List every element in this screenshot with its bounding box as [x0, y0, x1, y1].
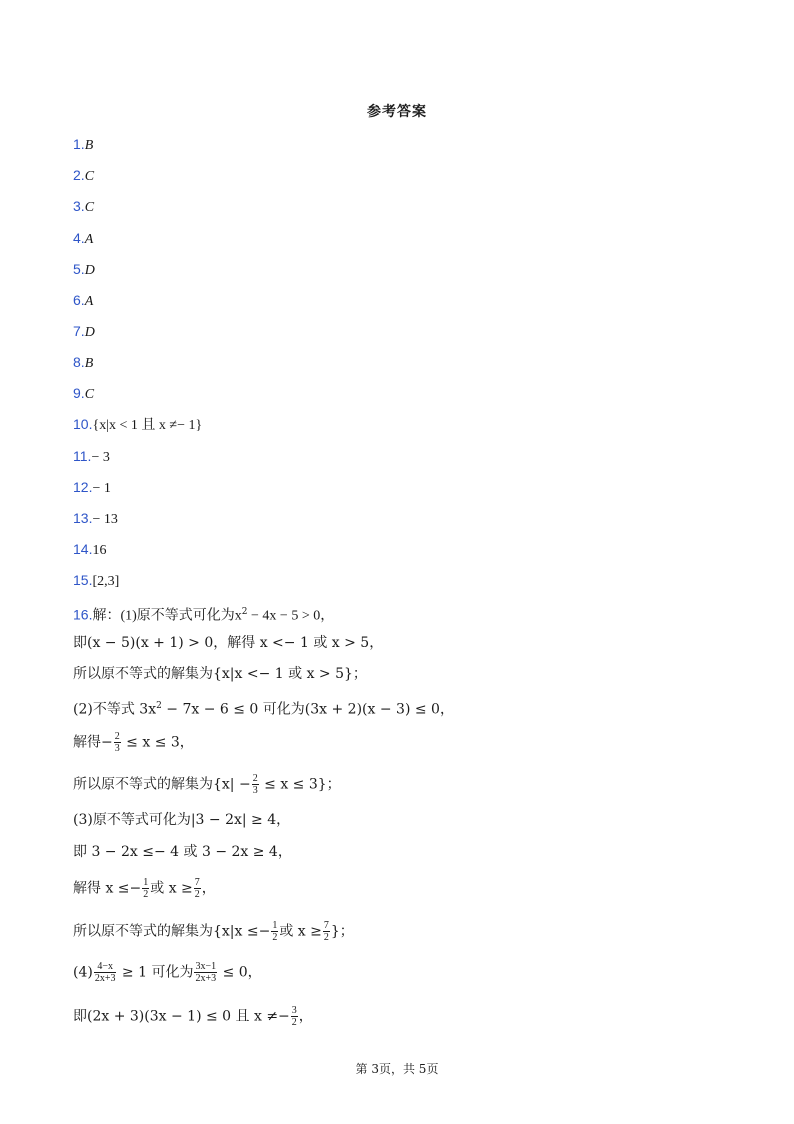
q16-line-4: (2)不等式 $3x^2 - 7x - 6 \le 0$ 可化为(3x + 2)(x − 3) ≤ 0，	[73, 701, 454, 718]
q16-line-6: 所以原不等式的解集为{x| − $\frac{2}{3}$ ≤ x ≤ 3}；	[73, 773, 341, 796]
answer-8: 8.B	[73, 354, 94, 371]
q16-line-9: 解得 x ≤− $\frac{1}{2}$ 或 x ≥ $\frac{7}{2}$ ，	[73, 877, 216, 900]
q16-line-12: 即(2x + 3)(3x − 1) ≤ 0 且 x ≠− $\frac{3}{2}$ ，	[73, 1005, 313, 1028]
answer-15: 15.[2,3]	[73, 572, 120, 589]
answer-7: 7.D	[73, 323, 95, 340]
answer-11: 11.− 3	[73, 448, 110, 465]
answer-13: 13.− 13	[73, 510, 118, 527]
q16-line-7: (3)原不等式可化为|3 − 2x| ≥ 4，	[73, 812, 291, 828]
fraction: $\frac{2}{3}$	[114, 731, 120, 754]
answer-6: 6.A	[73, 292, 94, 309]
answer-12: 12.− 1	[73, 479, 111, 496]
fraction: $\frac{1}{2}$	[272, 920, 278, 943]
fraction: $\frac{3}{2}$	[291, 1005, 297, 1028]
q16-line-3: 所以原不等式的解集为{x|x <− 1 或 x > 5}；	[73, 666, 367, 682]
page-footer: 第 3页，共 5页	[355, 1062, 439, 1076]
q16-line-1: 16.解：(1)原不等式可化为$x^2 - 4x - 5 > 0$，	[73, 606, 335, 624]
answer-2: 2.C	[73, 167, 95, 184]
fraction: $\frac{7}{2}$	[323, 920, 329, 943]
q16-line-10: 所以原不等式的解集为{x|x ≤− $\frac{1}{2}$ 或 x ≥ $\frac{7}{2}$ }；	[73, 920, 354, 943]
answer-4: 4.A	[73, 230, 94, 247]
q16-line-8: 即 3 − 2x ≤− 4 或 3 − 2x ≥ 4，	[73, 844, 292, 860]
page-title: 参考答案	[367, 104, 427, 120]
q16-line-11: (4) $\frac{4-x}{2x+3}$ ≥ 1 可化为 $\frac{3x-1}{2x+3}$ ≤ 0，	[73, 961, 262, 984]
answer-3: 3.C	[73, 198, 95, 215]
q16-line-2: 即(x − 5)(x + 1) > 0，解得 x <− 1 或 x > 5，	[73, 635, 384, 651]
answer-9: 9.C	[73, 385, 95, 402]
fraction: $\frac{3x-1}{2x+3}$	[195, 961, 217, 984]
fraction: $\frac{4-x}{2x+3}$	[94, 961, 116, 984]
fraction: $\frac{7}{2}$	[194, 877, 200, 900]
answer-5: 5.D	[73, 261, 95, 278]
q16-line-5: 解得− $\frac{2}{3}$ ≤ x ≤ 3，	[73, 731, 194, 754]
answer-14: 14.16	[73, 541, 107, 558]
fraction: $\frac{1}{2}$	[143, 877, 149, 900]
answer-1: 1.B	[73, 136, 94, 153]
fraction: $\frac{2}{3}$	[252, 773, 258, 796]
answer-10: 10.{x|x < 1 且 x ≠− 1}	[73, 416, 203, 433]
